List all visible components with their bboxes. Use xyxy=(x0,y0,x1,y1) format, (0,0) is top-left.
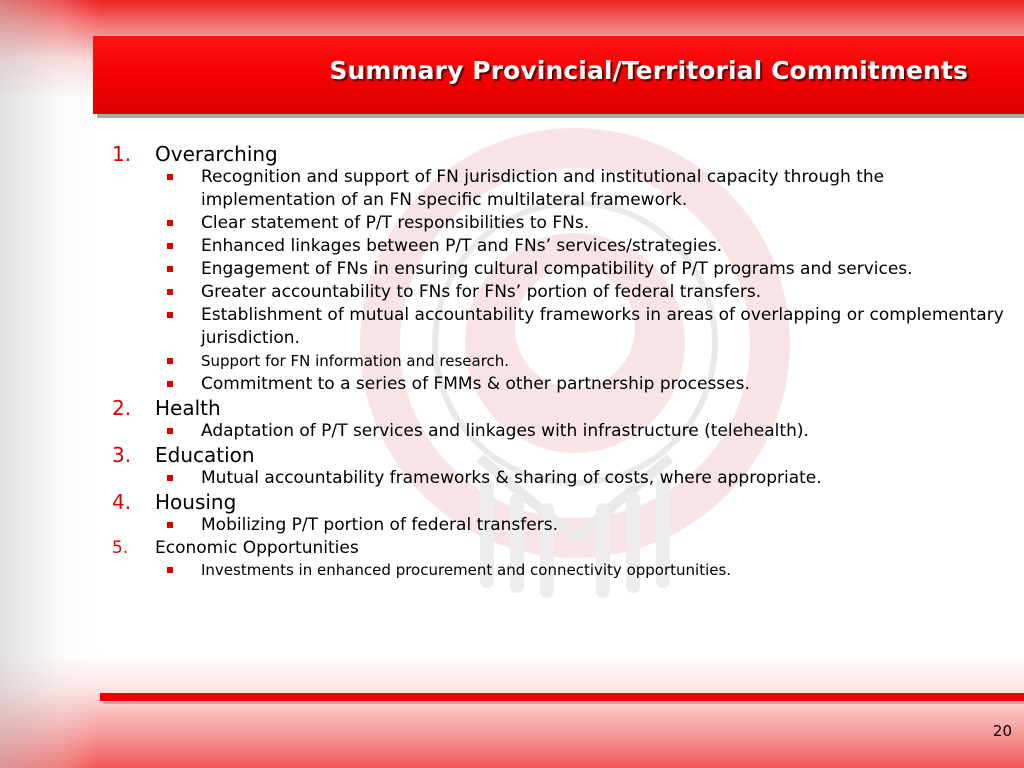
list-item xyxy=(155,166,1012,212)
list-item-text: Support for FN information and research. xyxy=(201,352,510,370)
sub-list xyxy=(155,420,1012,443)
list-item xyxy=(155,212,1012,235)
item-title: Overarching xyxy=(155,142,278,166)
outline-item-overarching xyxy=(112,142,1012,396)
list-item xyxy=(155,514,1012,537)
item-number: 3. xyxy=(112,443,132,467)
slide-title: Summary Provincial/Territorial Commitments xyxy=(329,56,968,85)
square-bullet-icon xyxy=(167,266,173,272)
square-bullet-icon xyxy=(167,220,173,226)
list-item xyxy=(155,350,1012,373)
commitments-outline xyxy=(112,142,1012,582)
item-number: 5. xyxy=(112,538,129,558)
item-title: Economic Opportunities xyxy=(155,538,359,558)
list-item-text: Establishment of mutual accountability frameworks in areas of overlapping or complementary jurisdiction. xyxy=(201,305,1004,348)
list-item-text: Clear statement of P/T responsibilities to FNs. xyxy=(201,213,590,233)
list-item-text: Engagement of FNs in ensuring cultural compatibility of P/T programs and services. xyxy=(201,259,913,279)
square-bullet-icon xyxy=(167,243,173,249)
list-item-text: Commitment to a series of FMMs & other partnership processes. xyxy=(201,374,750,394)
list-item-text: Mutual accountability frameworks & sharing of costs, where appropriate. xyxy=(201,468,822,488)
item-number: 2. xyxy=(112,396,132,420)
list-item xyxy=(155,304,1012,350)
item-title: Education xyxy=(155,443,255,467)
list-item xyxy=(155,373,1012,396)
list-item-text: Adaptation of P/T services and linkages with infrastructure (telehealth). xyxy=(201,421,809,441)
sub-list xyxy=(155,514,1012,537)
square-bullet-icon xyxy=(167,358,173,364)
square-bullet-icon xyxy=(167,289,173,295)
page-number: 20 xyxy=(992,722,1012,740)
square-bullet-icon xyxy=(167,174,173,180)
list-item xyxy=(155,559,1012,582)
sub-list xyxy=(155,559,1012,582)
list-item-text: Recognition and support of FN jurisdiction and institutional capacity through the implementation of an FN specific multilateral framework. xyxy=(201,167,885,210)
outline-item-health xyxy=(112,396,1012,443)
square-bullet-icon xyxy=(167,475,173,481)
outline-item-housing xyxy=(112,490,1012,537)
item-title: Housing xyxy=(155,490,237,514)
sub-list xyxy=(155,166,1012,396)
list-item xyxy=(155,235,1012,258)
bottom-divider xyxy=(100,693,1024,701)
outline-item-economic-opportunities xyxy=(112,537,1012,582)
item-number: 1. xyxy=(112,142,132,166)
list-item xyxy=(155,467,1012,490)
list-item-text: Enhanced linkages between P/T and FNs’ services/strategies. xyxy=(201,236,723,256)
list-item-text: Mobilizing P/T portion of federal transfers. xyxy=(201,515,558,535)
left-gradient-decoration xyxy=(0,0,100,768)
list-item xyxy=(155,281,1012,304)
square-bullet-icon xyxy=(167,522,173,528)
item-title: Health xyxy=(155,396,221,420)
square-bullet-icon xyxy=(167,312,173,318)
sub-list xyxy=(155,467,1012,490)
list-item-text: Greater accountability to FNs for FNs’ portion of federal transfers. xyxy=(201,282,762,302)
square-bullet-icon xyxy=(167,567,173,573)
list-item xyxy=(155,420,1012,443)
title-banner xyxy=(93,36,1024,114)
outline-item-education xyxy=(112,443,1012,490)
square-bullet-icon xyxy=(167,428,173,434)
list-item xyxy=(155,258,1012,281)
list-item-text: Investments in enhanced procurement and connectivity opportunities. xyxy=(201,561,732,579)
item-number: 4. xyxy=(112,490,132,514)
square-bullet-icon xyxy=(167,381,173,387)
